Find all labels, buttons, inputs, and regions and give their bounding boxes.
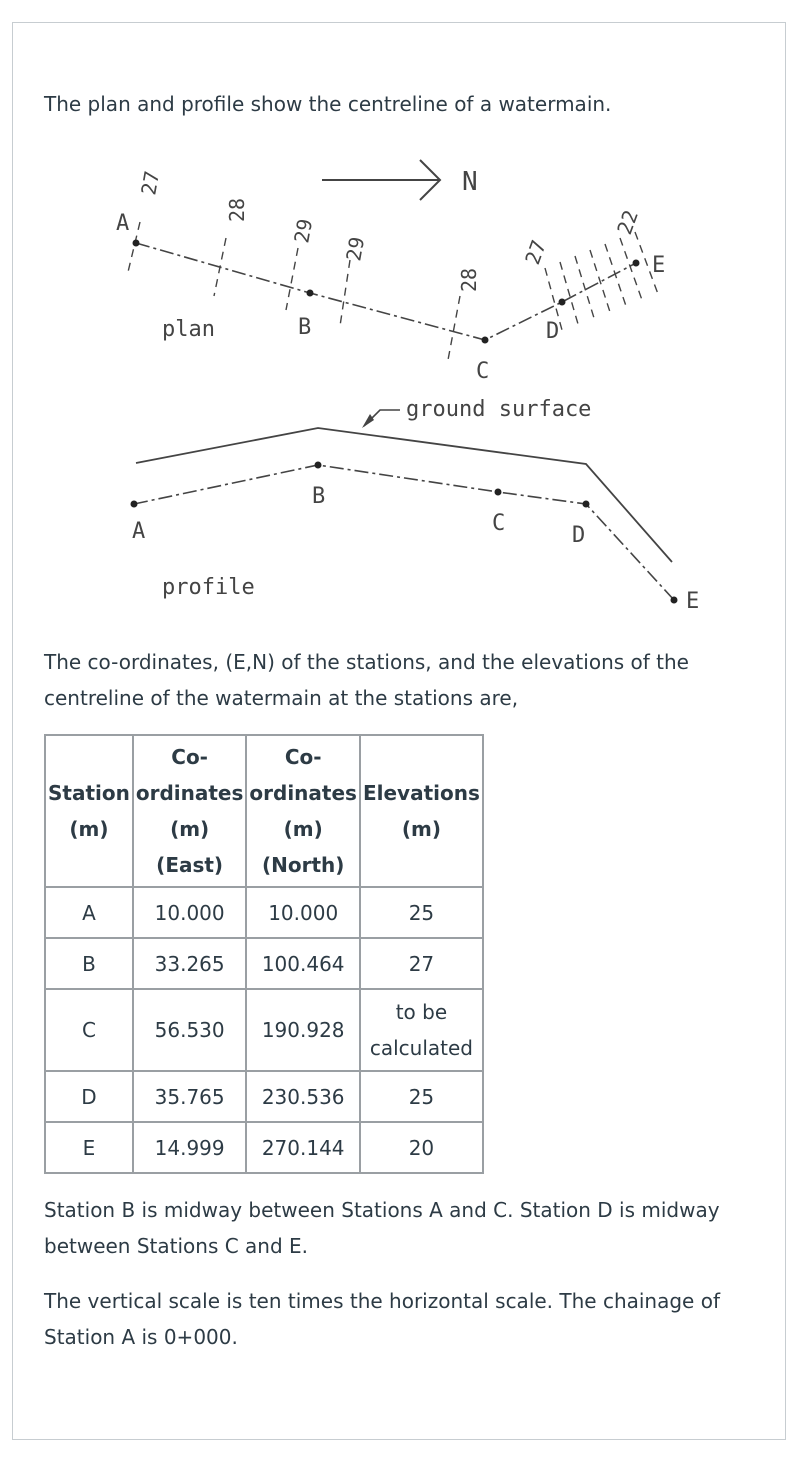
contour-label-27: 27 bbox=[136, 168, 165, 197]
table-row bbox=[45, 1071, 483, 1122]
stations-table bbox=[44, 734, 484, 1174]
header-east: Co-ordinates (m) (East) bbox=[133, 735, 247, 887]
contour-label-28: 28 bbox=[225, 197, 249, 222]
ground-surface-label: ground surface bbox=[406, 397, 592, 422]
cell-north: 190.928 bbox=[246, 989, 360, 1071]
table-row bbox=[45, 989, 483, 1071]
plan-label-c: C bbox=[476, 359, 490, 384]
plan-label-d: D bbox=[546, 319, 560, 344]
ground-surface-line bbox=[136, 428, 672, 562]
cell-elevation: 25 bbox=[360, 1071, 483, 1122]
header-north: Co-ordinates (m) (North) bbox=[246, 735, 360, 887]
cell-elevation: 25 bbox=[360, 887, 483, 938]
plan-label-b: B bbox=[298, 315, 312, 340]
profile-label: profile bbox=[162, 575, 255, 600]
table-row bbox=[45, 938, 483, 989]
note-midway-text: Station B is midway between Stations A and C. Station D is midway between Stations C and E. bbox=[44, 1198, 720, 1258]
ground-pointer-icon bbox=[362, 410, 400, 428]
cell-station: E bbox=[45, 1122, 133, 1173]
cell-east: 35.765 bbox=[133, 1071, 247, 1122]
cell-elevation: to be calculated bbox=[360, 989, 483, 1071]
profile-label-d: D bbox=[572, 523, 586, 548]
cell-east: 10.000 bbox=[133, 887, 247, 938]
profile-label-e: E bbox=[686, 589, 700, 614]
intro-text: The plan and profile show the centreline of a watermain. bbox=[44, 92, 612, 116]
plan-label-e: E bbox=[652, 253, 666, 278]
note-scale-text: The vertical scale is ten times the horizontal scale. The chainage of Station A is 0+000. bbox=[44, 1289, 720, 1349]
plan-profile-diagram bbox=[0, 0, 808, 640]
cell-north: 230.536 bbox=[246, 1071, 360, 1122]
cell-station: B bbox=[45, 938, 133, 989]
contour-label-29-b: 29 bbox=[341, 234, 370, 263]
cell-station: C bbox=[45, 989, 133, 1071]
profile-label-a: A bbox=[132, 519, 146, 544]
cell-elevation: 27 bbox=[360, 938, 483, 989]
table-row bbox=[45, 887, 483, 938]
contour-label-22: 22 bbox=[612, 206, 643, 238]
cell-north: 100.464 bbox=[246, 938, 360, 989]
north-label: N bbox=[462, 167, 478, 197]
cell-north: 10.000 bbox=[246, 887, 360, 938]
north-arrow-icon bbox=[322, 160, 440, 200]
cell-east: 14.999 bbox=[133, 1122, 247, 1173]
contour-label-29-a: 29 bbox=[289, 216, 318, 245]
header-elevations: Elevations (m) bbox=[360, 735, 483, 887]
header-station: Station (m) bbox=[45, 735, 133, 887]
profile-label-c: C bbox=[492, 511, 506, 536]
plan-label-a: A bbox=[116, 211, 130, 236]
cell-station: A bbox=[45, 887, 133, 938]
cell-north: 270.144 bbox=[246, 1122, 360, 1173]
coords-intro-text: The co-ordinates, (E,N) of the stations, and the elevations of the centreline of the watermain at the stations are, bbox=[44, 650, 689, 710]
table-header-row bbox=[45, 735, 483, 887]
table-row bbox=[45, 1122, 483, 1173]
contour-label-27-b: 27 bbox=[520, 236, 551, 268]
plan-label: plan bbox=[162, 317, 215, 342]
contour-label-28-b: 28 bbox=[457, 267, 481, 292]
cell-east: 56.530 bbox=[133, 989, 247, 1071]
cell-east: 33.265 bbox=[133, 938, 247, 989]
cell-elevation: 20 bbox=[360, 1122, 483, 1173]
profile-label-b: B bbox=[312, 484, 326, 509]
cell-station: D bbox=[45, 1071, 133, 1122]
